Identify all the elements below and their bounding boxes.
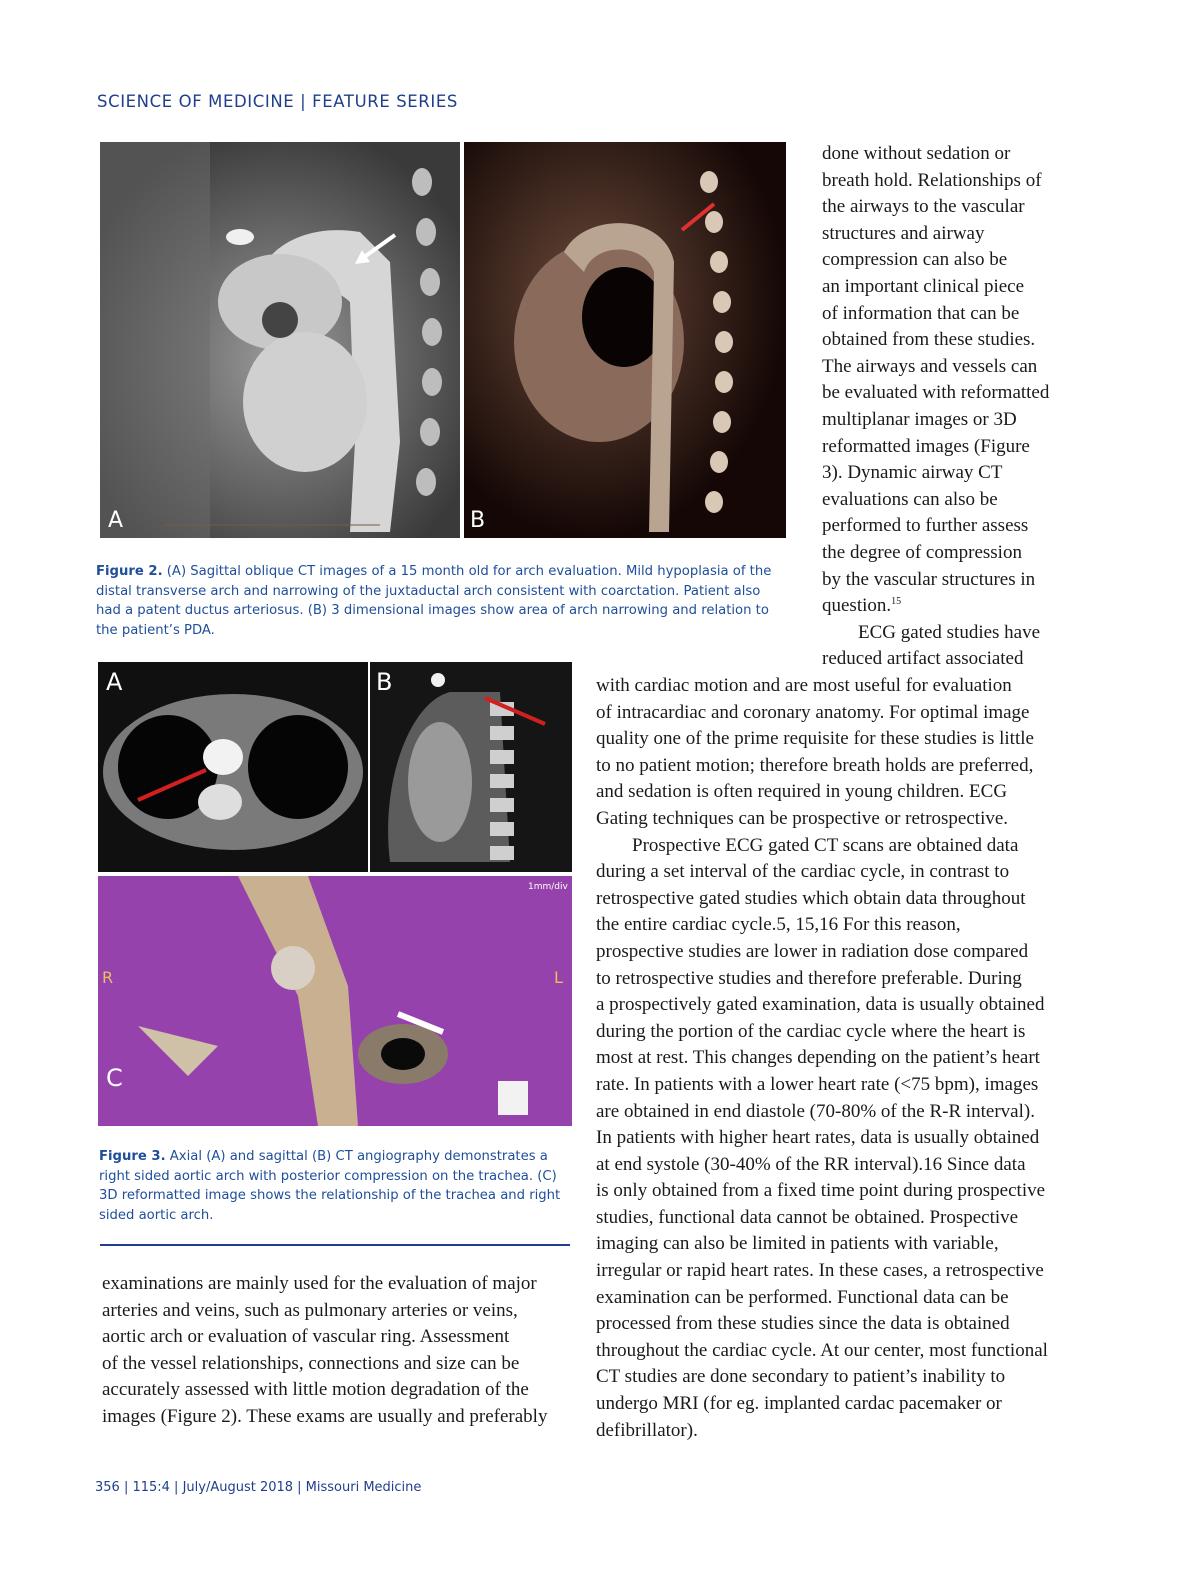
text-line: throughout the cardiac cycle. At our center, most functional — [596, 1339, 1048, 1361]
text-line: of the vessel relationships, connections and size can be — [102, 1352, 520, 1374]
text-line: The airways and vessels can — [822, 355, 1038, 377]
text-line: prospective studies are lower in radiation dose compared — [596, 940, 1029, 962]
text-line: compression can also be — [822, 249, 1008, 271]
text-line: during a set interval of the cardiac cycle, in contrast to — [596, 861, 1010, 883]
ct-3d-render-image — [98, 876, 572, 1126]
text-line: imaging can also be limited in patients with variable, — [596, 1233, 999, 1255]
figure-2-caption — [96, 562, 786, 640]
text-line: obtained from these studies. — [822, 329, 1036, 351]
text-line: images (Figure 2). These exams are usually and preferably — [102, 1405, 548, 1427]
figure-2-panel-a — [100, 142, 460, 538]
text-line: at end systole (30-40% of the RR interval).16 Since data — [596, 1153, 1026, 1175]
text-line: structures and airway — [822, 222, 985, 244]
figure-3-panel-c — [98, 876, 572, 1126]
caption-label: Figure 3. — [99, 1149, 166, 1164]
text-line — [822, 593, 1072, 620]
text-line: 3). Dynamic airway CT — [822, 462, 1003, 484]
text-line: of information that can be — [822, 302, 1020, 324]
text-line: arteries and veins, such as pulmonary arteries or veins, — [102, 1299, 518, 1321]
text-line: CT studies are done secondary to patient’s inability to — [596, 1366, 1006, 1388]
text-line: ECG gated studies have — [858, 621, 1041, 643]
orientation-label-l: L — [554, 968, 563, 987]
panel-label-a: A — [106, 668, 123, 696]
text-line: is only obtained from a fixed time point during prospective — [596, 1180, 1046, 1202]
ct-axial-image — [98, 662, 368, 872]
text-line: In patients with higher heart rates, data is usually obtained — [596, 1127, 1040, 1149]
text-line: the entire cardiac cycle.5, 15,16 For this reason, — [596, 914, 961, 936]
text-line: quality one of the prime requisite for these studies is little — [596, 728, 1034, 750]
middle-column-text — [596, 673, 1076, 1444]
text-line: and sedation is often required in young children. ECG — [596, 781, 1008, 803]
text-line: reformatted images (Figure — [822, 435, 1030, 457]
text-line: examination can be performed. Functional data can be — [596, 1286, 1009, 1308]
text-line: an important clinical piece — [822, 275, 1025, 297]
ct-3d-render-image — [464, 142, 786, 538]
text-line: be evaluated with reformatted — [822, 382, 1050, 404]
figure-3-panel-a — [98, 662, 368, 872]
text-line: done without sedation or — [822, 143, 1011, 164]
caption-label: Figure 2. — [96, 564, 163, 579]
text-line: Prospective ECG gated CT scans are obtained data — [632, 834, 1019, 856]
text-line: a prospectively gated examination, data is usually obtained — [596, 994, 1045, 1016]
text-line: evaluations can also be — [822, 488, 998, 510]
text-line: Gating techniques can be prospective or retrospective. — [596, 807, 1009, 829]
text-line: multiplanar images or 3D — [822, 408, 1017, 430]
text-line: to no patient motion; therefore breath holds are preferred, — [596, 754, 1034, 776]
caption-text: Axial (A) and sagittal (B) CT angiography demonstrates a right sided aortic arch with posterior compression on the trachea. (C) 3D reformatted image shows the relationship of the trachea and right sided aortic arch. — [99, 1149, 561, 1223]
text-line: irregular or rapid heart rates. In these cases, a retrospective — [596, 1260, 1044, 1282]
text-line: undergo MRI (for eg. implanted cardac pacemaker or — [596, 1393, 1002, 1415]
figure-3-caption — [99, 1147, 569, 1225]
running-header: SCIENCE OF MEDICINE | FEATURE SERIES — [97, 92, 458, 111]
panel-label-b: B — [470, 508, 486, 533]
page-footer: 356 | 115:4 | July/August 2018 | Missouri Medicine — [95, 1480, 422, 1495]
text-line: are obtained in end diastole (70-80% of the R-R interval). — [596, 1100, 1035, 1122]
orientation-label-r: R — [102, 968, 114, 987]
reference-superscript: 15 — [891, 596, 902, 608]
text-line: rate. In patients with a lower heart rate (<75 bpm), images — [596, 1073, 1039, 1095]
text-line: the degree of compression — [822, 541, 1022, 563]
panel-label-c: C — [106, 1064, 123, 1092]
ct-sagittal-image — [100, 142, 460, 538]
text-line: studies, functional data cannot be obtained. Prospective — [596, 1206, 1019, 1228]
text-line: processed from these studies since the data is obtained — [596, 1313, 1010, 1335]
text-line: accurately assessed with little motion degradation of the — [102, 1379, 529, 1401]
text-line: retrospective gated studies which obtain data throughout — [596, 887, 1026, 909]
figure-3-panel-b — [370, 662, 572, 872]
text-line: to retrospective studies and therefore preferable. During — [596, 967, 1022, 989]
text-line: with cardiac motion and are most useful for evaluation — [596, 675, 1012, 696]
text-line: the airways to the vascular — [822, 196, 1025, 218]
text-line: of intracardiac and coronary anatomy. For optimal image — [596, 701, 1030, 723]
text-line: breath hold. Relationships of — [822, 169, 1042, 191]
text-fragment: question. — [822, 595, 892, 617]
figure-2-panel-b — [464, 142, 786, 538]
text-line: most at rest. This changes depending on the patient’s heart — [596, 1047, 1040, 1069]
text-line: aortic arch or evaluation of vascular ring. Assessment — [102, 1326, 510, 1348]
text-line: reduced artifact associated — [822, 648, 1024, 670]
caption-text: (A) Sagittal oblique CT images of a 15 month old for arch evaluation. Mild hypoplasia of the distal transverse arch and narrowing of the juxtaductal arch consistent with coarctation. Patient also had a patent ductus arteriosus. (B) 3 dimensional images show area of arch narrowing and relation to the patient’s PDA. — [96, 564, 772, 638]
text-line: performed to further assess — [822, 515, 1029, 537]
section-divider — [100, 1244, 570, 1246]
text-line: by the vascular structures in — [822, 568, 1036, 590]
ct-sagittal-image — [370, 662, 572, 872]
text-line: during the portion of the cardiac cycle where the heart is — [596, 1020, 1026, 1042]
right-column-text — [822, 141, 1072, 673]
scale-label: 1mm/div — [528, 882, 568, 892]
text-line: defibrillator). — [596, 1419, 698, 1441]
panel-label-a: A — [108, 508, 124, 533]
panel-label-b: B — [376, 668, 393, 696]
text-line: examinations are mainly used for the evaluation of major — [102, 1273, 537, 1294]
left-column-text — [102, 1271, 582, 1431]
